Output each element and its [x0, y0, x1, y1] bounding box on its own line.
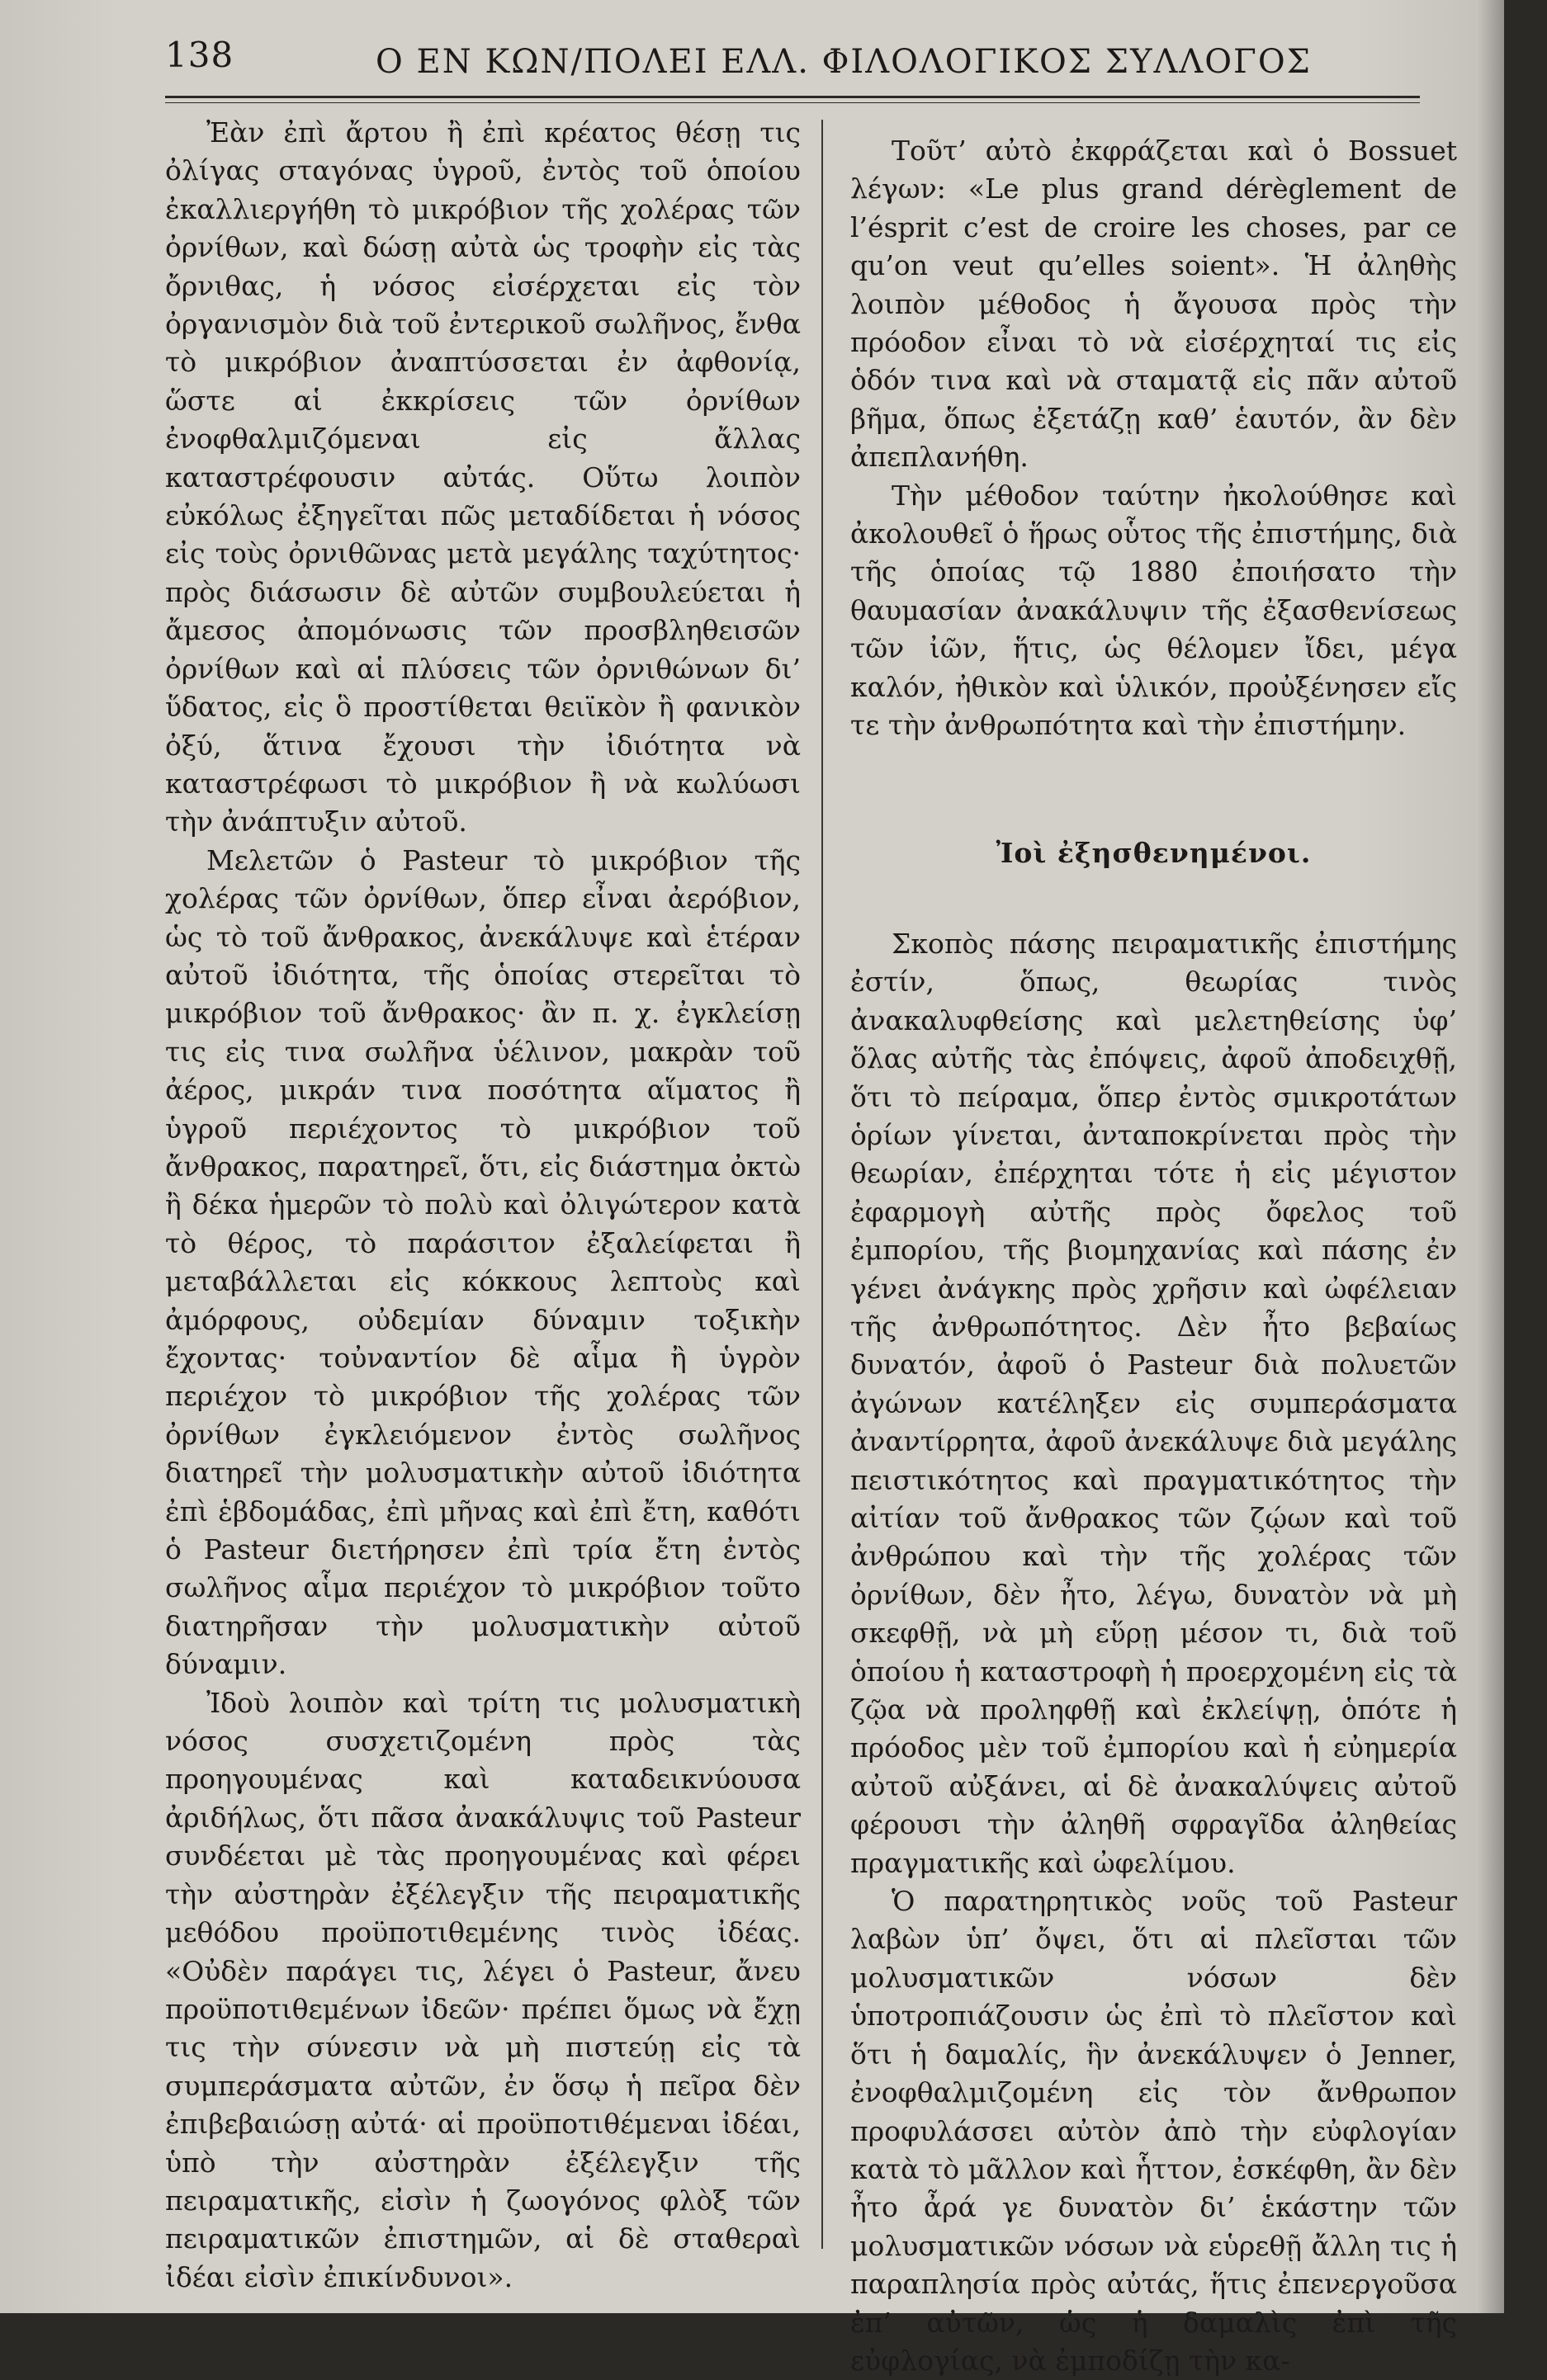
- left-paragraph-2: Μελετῶν ὁ Pasteur τὸ μικρόβιον τῆς χολέρας τῶν ὀρνίθων, ὅπερ εἶναι ἀερόβιον, ὡς τὸ τοῦ ἄνθρακος, ἀνεκάλυψε καὶ ἑτέραν αὐτοῦ ἰδιότητα, τῆς ὁποίας στερεῖται τὸ μικρόβιον τοῦ ἄνθρακος· ἂν π. χ. ἐγκλείσῃ τις εἰς τινα σωλῆνα ὑέλινον, μακρὰν τοῦ ἀέρος, μικράν τινα ποσότητα αἵματος ἢ ὑγροῦ περιέχοντος τὸ μικρόβιον τοῦ ἄνθρακος, παρατηρεῖ, ὅτι, εἰς διάστημα ὀκτὼ ἢ δέκα ἡμερῶν τὸ πολὺ καὶ ὀλιγώτερον κατὰ τὸ θέρος, τὸ παράσιτον ἐξαλείφεται ἢ μεταβάλλεται εἰς κόκκους λεπτοὺς καὶ ἀμόρφους, οὐδεμίαν δύναμιν τοξικὴν ἔχοντας· τοὐναντίον δὲ αἷμα ἢ ὑγρὸν περιέχον τὸ μικρόβιον τῆς χολέρας τῶν ὀρνίθων ἐγκλειόμενον ἐντὸς σωλῆνος διατηρεῖ τὴν μολυσματικὴν αὐτοῦ ἰδιότητα ἐπὶ ἑβδομάδας, ἐπὶ μῆνας καὶ ἐπὶ ἔτη, καθότι ὁ Pasteur διετήρησεν ἐπὶ τρία ἔτη ἐντὸς σωλῆνος αἷμα περιέχον τὸ μικρόβιον τοῦτο διατηρῆσαν τὴν μολυσματικὴν αὐτοῦ δύναμιν.: [165, 843, 801, 1681]
- section-paragraph-1: Σκοπὸς πάσης πειραματικῆς ἐπιστήμης ἐστίν, ὅπως, θεωρίας τινὸς ἀνακαλυφθείσης καὶ μελετηθείσης ὑφ’ ὅλας αὐτῆς τὰς ἐπόψεις, ἀφοῦ ἀποδειχθῇ, ὅτι τὸ πείραμα, ὅπερ ἐντὸς σμικροτάτων ὁρίων γίνεται, ἀνταποκρίνεται πρὸς τὴν θεωρίαν, ἐπέρχηται τότε ἡ εἰς μέγιστον ἐφαρμογὴ αὐτῆς πρὸς ὄφελος τοῦ ἐμπορίου, τῆς βιομηχανίας καὶ πάσης ἐν γένει ἀνάγκης πρὸς χρῆσιν καὶ ὠφέλειαν τῆς ἀνθρωπότητος. Δὲν ἦτο βεβαίως δυνατόν, ἀφοῦ ὁ Pasteur διὰ πολυετῶν ἀγώνων κατέληξεν εἰς συμπεράσματα ἀναντίρρητα, ἀφοῦ ἀνεκάλυψε διὰ μεγάλης πειστικότητος καὶ πραγματικότητος τὴν αἰτίαν τοῦ ἄνθρακος τῶν ζῴων καὶ τοῦ ἀνθρώπου καὶ τὴν τῆς χολέρας τῶν ὀρνίθων, δὲν ἦτο, λέγω, δυνατὸν νὰ μὴ σκεφθῇ, νὰ μὴ εὕρῃ μέσον τι, διὰ τοῦ ὁποίου ἡ καταστροφὴ ἡ προερχομένη εἰς τὰ ζῷα νὰ προληφθῇ καὶ ἐκλείψῃ, ὁπότε ἡ πρόοδος μὲν τοῦ ἐμπορίου καὶ ἡ εὐημερία αὐτοῦ αὐξάνει, αἱ δὲ ἀνακαλύψεις αὐτοῦ φέρουσι τὴν ἀληθῆ σφραγῖδα ἀληθείας πραγματικῆς καὶ ὠφελίμου.: [850, 927, 1457, 1879]
- right-paragraph-2: Τὴν μέθοδον ταύτην ἠκολούθησε καὶ ἀκολουθεῖ ὁ ἥρως οὗτος τῆς ἐπιστήμης, διὰ τῆς ὁποίας τῷ 1880 ἐποιήσατο τὴν θαυμασίαν ἀνακάλυψιν τῆς ἐξασθενίσεως τῶν ἰῶν, ἥτις, ὡς θέλομεν ἴδει, μέγα καλόν, ἠθικὸν καὶ ὑλικόν, προὐξένησεν εἴς τε τὴν ἀνθρωπότητα καὶ τὴν ἐπιστήμην.: [850, 479, 1457, 742]
- header-rule: [165, 96, 1420, 98]
- left-paragraph-3: Ἰδοὺ λοιπὸν καὶ τρίτη τις μολυσματικὴ νόσος συσχετιζομένη πρὸς τὰς προηγουμένας καὶ καταδεικνύουσα ἀριδήλως, ὅτι πᾶσα ἀνακάλυψις τοῦ Pasteur συνδέεται μὲ τὰς προηγουμένας καὶ φέρει τὴν αὐστηρὰν ἐξέλεγξιν τῆς πειραματικῆς μεθόδου προϋποτιθεμένης τινὸς ἰδέας. «Οὐδὲν παράγει τις, λέγει ὁ Pasteur, ἄνευ προϋποτιθεμένων ἰδεῶν· πρέπει ὅμως νὰ ἔχῃ τις τὴν σύνεσιν νὰ μὴ πιστεύῃ εἰς τὰ συμπεράσματα αὐτῶν, ἐν ὅσῳ ἡ πεῖρα δὲν ἐπιβεβαιώσῃ αὐτά· αἱ προϋποτιθέμεναι ἰδέαι, ὑπὸ τὴν αὐστηρὰν ἐξέλεγξιν τῆς πειραματικῆς, εἰσὶν ἡ ζωογόνος φλὸξ τῶν πειραματικῶν ἐπιστημῶν, αἱ δὲ σταθεραὶ ἰδέαι εἰσὶν ἐπικίνδυνοι».: [165, 1686, 801, 2293]
- header-rule-thin: [165, 102, 1420, 103]
- running-head-title: Ο ΕΝ ΚΩΝ/ΠΟΛΕΙ ΕΛΛ. ΦΙΛΟΛΟΓΙΚΟΣ ΣΥΛΛΟΓΟΣ: [376, 43, 1312, 81]
- column-divider: [821, 120, 823, 2249]
- section-title: Ἰοὶ ἐξησθενημένοι.: [996, 836, 1312, 869]
- right-paragraph-1: Τοῦτ’ αὐτὸ ἐκφράζεται καὶ ὁ Bossuet λέγων: «Le plus grand dérèglement de l’ésprit c’est de croire les choses, par ce qu’on veut qu’elles soient». Ἡ ἀληθὴς λοιπὸν μέθοδος ἡ ἄγουσα πρὸς τὴν πρόοδον εἶναι τὸ νὰ εἰσέρχηταί τις εἰς ὁδόν τινα καὶ νὰ σταματᾷ εἰς πᾶν αὐτοῦ βῆμα, ὅπως ἐξετάζῃ καθ’ ἑαυτόν, ἂν δὲν ἀπεπλανήθη.: [850, 135, 1457, 474]
- page-number: 138: [165, 35, 234, 75]
- binding-shadow: [1478, 0, 1504, 2313]
- section-paragraph-2: Ὁ παρατηρητικὸς νοῦς τοῦ Pasteur λαβὼν ὑπ’ ὄψει, ὅτι αἱ πλεῖσται τῶν μολυσματικῶν νόσων δὲν ὑποτροπιάζουσιν ὡς ἐπὶ τὸ πλεῖστον καὶ ὅτι ἡ δαμαλίς, ἣν ἀνεκάλυψεν ὁ Jenner, ἐνοφθαλμιζομένη εἰς τὸν ἄνθρωπον προφυλάσσει αὐτὸν ἀπὸ τὴν εὐφλογίαν κατὰ τὸ μᾶλλον καὶ ἧττον, ἐσκέφθη, ἂν δὲν ἦτο ἆρά γε δυνατὸν δι’ ἑκάστην τῶν μολυσματικῶν νόσων νὰ εὑρεθῇ ἄλλη τις ἡ παραπλησία πρὸς αὐτάς, ἥτις ἐπενεργοῦσα ἐπ’ αὐτῶν, ὡς ἡ δαμαλὶς ἐπὶ τῆς εὐφλογίας, νὰ ἐμποδίζῃ τὴν κα-: [850, 1885, 1457, 2377]
- left-column: [165, 114, 801, 2297]
- right-column: [850, 132, 1457, 2380]
- left-paragraph-1: Ἐὰν ἐπὶ ἄρτου ἢ ἐπὶ κρέατος θέσῃ τις ὀλίγας σταγόνας ὑγροῦ, ἐντὸς τοῦ ὁποίου ἐκαλλιεργήθη τὸ μικρόβιον τῆς χολέρας τῶν ὀρνίθων, καὶ δώσῃ αὐτὰ ὡς τροφὴν εἰς τὰς ὄρνιθας, ἡ νόσος εἰσέρχεται εἰς τὸν ὀργανισμὸν διὰ τοῦ ἐντερικοῦ σωλῆνος, ἔνθα τὸ μικρόβιον ἀναπτύσσεται ἐν ἀφθονίᾳ, ὥστε αἱ ἐκκρίσεις τῶν ὀρνίθων ἐνοφθαλμιζόμεναι εἰς ἄλλας καταστρέφουσιν αὐτάς. Οὕτω λοιπὸν εὐκόλως ἐξηγεῖται πῶς μεταδίδεται ἡ νόσος εἰς τοὺς ὀρνιθῶνας μετὰ μεγάλης ταχύτητος· πρὸς διάσωσιν δὲ αὐτῶν συμβουλεύεται ἡ ἄμεσος ἀπομόνωσις τῶν προσβληθεισῶν ὀρνίθων καὶ αἱ πλύσεις τῶν ὀρνιθώνων δι’ ὕδατος, εἰς ὃ προστίθεται θειϊκὸν ἢ φανικὸν ὀξύ, ἅτινα ἔχουσι τὴν ἰδιότητα νὰ καταστρέφωσι τὸ μικρόβιον ἢ νὰ κωλύωσι τὴν ἀνάπτυξιν αὐτοῦ.: [165, 116, 801, 838]
